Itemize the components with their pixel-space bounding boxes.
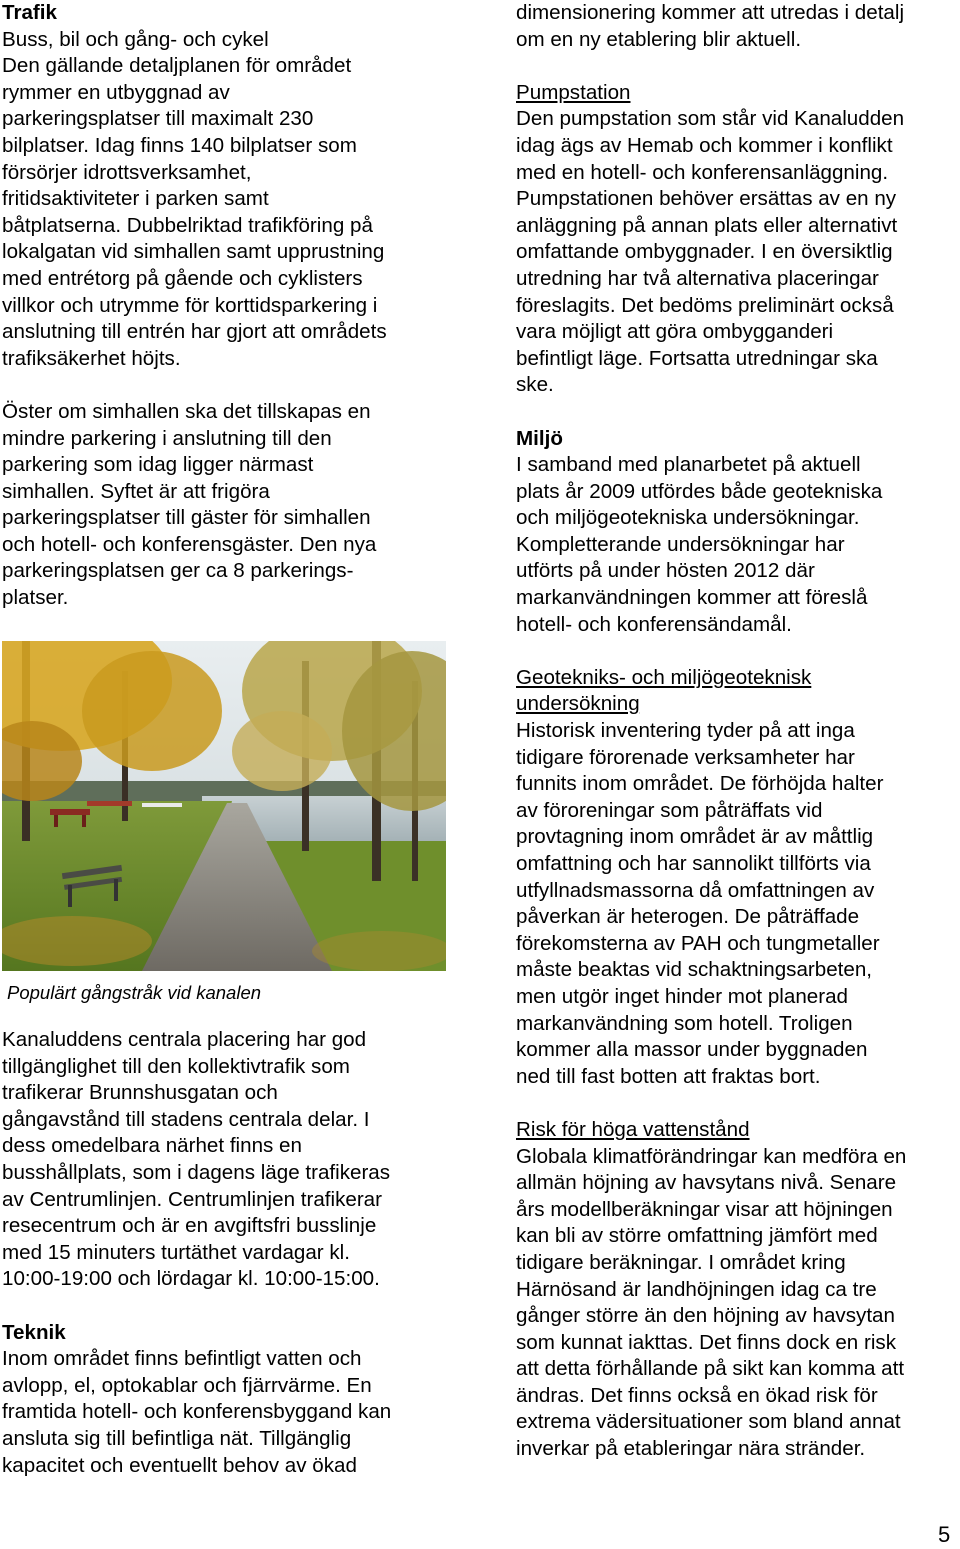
trafik-paragraph-1: Den gällande detaljplanen för området rymmer en utbyggnad av parkeringsplatser till maximalt 230 bilplatser. Idag finns 140 bilplatser som försörjer idrottsverksamhet, fritidsaktiviteter i parken samt båtplatserna. Dubbelriktad trafikföring på lokalgatan vid simhallen samt upprustning med entrétorg på gående och cyklisters villkor och utrymme för korttidsparkering i anslutning till entrén har gjort att områdets trafiksäkerhet höjts. [2, 54, 387, 370]
trafik-paragraph-2: Öster om simhallen ska det tillskapas en mindre parkering i anslutning till den parkering som idag ligger närmast simhallen. Syftet är att frigöra parkeringsplatser till gäster för simhallen och hotell- och konferensgäster. Den nya parkeringsplatsen ger ca 8 parkerings- platser. [2, 399, 377, 610]
risk-paragraph: Globala klimatförändringar kan medföra en allmän höjning av havsytans nivå. Senare års modellberäkningar visar att höjningen kan bli av större omfattning jämfört med tidigare beräkningar. I området kring Härnösand är landhöjningen idag ca tre gånger större än den höjning av havsytan som kunnat iakttas. Det finns dock en risk att detta förhållande på sikt kan komma att ändras. Det finns också en ökad risk för extrema vädersituationer som bland annat inverkar på etableringar nära stränder. [516, 1144, 907, 1461]
risk-heading: Risk för höga vattenstånd [516, 1117, 750, 1141]
continuation-paragraph: dimensionering kommer att utredas i detalj om en ny etablering blir aktuell. [516, 1, 905, 51]
kanal-paragraph: Kanaluddens centrala placering har god tillgänglighet till den kollektivtrafik som trafikerar Brunnshusgatan och gångavstånd till stadens centrala delar. I dess omedelbara närhet finns en busshållplats, som i dagens läge trafikeras av Centrumlinjen. Centrumlinjen trafikerar resecentrum och är en avgiftsfri busslinje med 15 minuters turtäthet vardagar kl. 10:00-19:00 och lördagar kl. 10:00-15:00. [2, 1028, 391, 1291]
page-number: 5 [938, 1522, 951, 1547]
left-column-lower [2, 1027, 452, 1479]
trafik-heading: Trafik [2, 1, 57, 24]
pumpstation-heading: Pumpstation [516, 80, 631, 104]
right-column [516, 0, 960, 1463]
geoteknik-paragraph: Historisk inventering tyder på att inga tidigare förorenade verksamheter har funnits inom området. De förhöjda halter av föroreningar som påträffats vid provtagning inom området är av måttlig omfattning och har sannolikt tillförts via utfyllnadsmassorna då omfattningen av påverkan är heterogen. De påträffade förekomsterna av PAH och tungmetaller måste beaktas vid schaktningsarbeten, men utgör inget hinder mot planerad markanvändning som hotell. Troligen kommer alla massor under byggnaden ned till fast botten att fraktas bort. [516, 719, 884, 1088]
geoteknik-heading: Geotekniks- och miljögeoteknisk undersökning [516, 665, 812, 716]
teknik-heading: Teknik [2, 1320, 66, 1344]
pumpstation-paragraph: Den pumpstation som står vid Kanaludden idag ägs av Hemab och kommer i konflikt med en hotell- och konferensanläggning. Pumpstationen behöver ersättas av en ny anläggning på annan plats eller alternativt omfattande ombyggnader. I en översiktlig utredning har två alternativa placeringar föreslagits. Det bedöms preliminärt också vara möjligt att göra ombygganderi befintligt läge. Fortsatta utredningar ska ske. [516, 107, 905, 397]
left-column [2, 0, 452, 612]
photo-caption: Populärt gångstråk vid kanalen [7, 982, 262, 1003]
trafik-subheading: Buss, bil och gång- och cykel [2, 27, 269, 51]
photo-illustration [2, 641, 446, 971]
photo-canal-path [2, 641, 446, 971]
teknik-paragraph: Inom området finns befintligt vatten och avlopp, el, optokablar och fjärrvärme. En framtida hotell- och konferensbyggand kan ansluta sig till befintliga nät. Tillgänglig kapacitet och eventuellt behov av ökad [2, 1347, 392, 1477]
miljo-heading: Miljö [516, 426, 563, 450]
miljo-paragraph: I samband med planarbetet på aktuell plats år 2009 utfördes både geotekniska och miljögeotekniska undersökningar. Kompletterande undersökningar har utförts på under hösten 2012 där markanvändningen kommer att föreslå hotell- och konferensändamål. [516, 453, 883, 636]
